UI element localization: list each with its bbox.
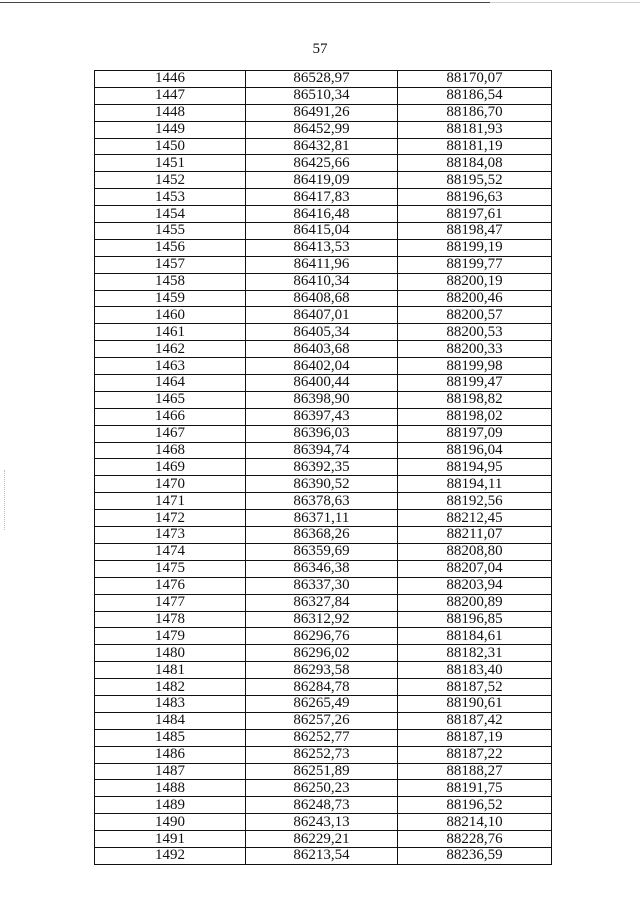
table-row: [95, 611, 552, 628]
x-coordinate-cell: 86390,52: [246, 476, 398, 493]
table-row: [95, 273, 552, 290]
y-coordinate-cell: 88184,61: [398, 628, 552, 645]
table-row: [95, 425, 552, 442]
point-number-cell: 1454: [95, 206, 246, 223]
point-number-cell: 1464: [95, 375, 246, 392]
y-coordinate-cell: 88187,52: [398, 679, 552, 696]
x-coordinate-cell: 86528,97: [246, 71, 398, 88]
table-row: [95, 746, 552, 763]
point-number-cell: 1456: [95, 239, 246, 256]
table-row: [95, 172, 552, 189]
x-coordinate-cell: 86407,01: [246, 307, 398, 324]
table-row: [95, 206, 552, 223]
point-number-cell: 1467: [95, 425, 246, 442]
x-coordinate-cell: 86394,74: [246, 442, 398, 459]
point-number-cell: 1449: [95, 121, 246, 138]
y-coordinate-cell: 88199,47: [398, 375, 552, 392]
point-number-cell: 1491: [95, 831, 246, 848]
x-coordinate-cell: 86425,66: [246, 155, 398, 172]
point-number-cell: 1459: [95, 290, 246, 307]
y-coordinate-cell: 88196,52: [398, 797, 552, 814]
x-coordinate-cell: 86410,34: [246, 273, 398, 290]
x-coordinate-cell: 86491,26: [246, 104, 398, 121]
table-row: [95, 560, 552, 577]
table-row: [95, 577, 552, 594]
y-coordinate-cell: 88208,80: [398, 543, 552, 560]
y-coordinate-cell: 88200,89: [398, 594, 552, 611]
y-coordinate-cell: 88197,09: [398, 425, 552, 442]
point-number-cell: 1453: [95, 189, 246, 206]
point-number-cell: 1463: [95, 358, 246, 375]
y-coordinate-cell: 88187,42: [398, 712, 552, 729]
table-row: [95, 375, 552, 392]
point-number-cell: 1487: [95, 763, 246, 780]
top-rule-faint: [490, 2, 640, 3]
x-coordinate-cell: 86371,11: [246, 510, 398, 527]
x-coordinate-cell: 86405,34: [246, 324, 398, 341]
point-number-cell: 1461: [95, 324, 246, 341]
x-coordinate-cell: 86378,63: [246, 493, 398, 510]
y-coordinate-cell: 88181,19: [398, 138, 552, 155]
point-number-cell: 1468: [95, 442, 246, 459]
table-row: [95, 121, 552, 138]
point-number-cell: 1492: [95, 847, 246, 864]
table-row: [95, 729, 552, 746]
x-coordinate-cell: 86251,89: [246, 763, 398, 780]
y-coordinate-cell: 88186,70: [398, 104, 552, 121]
y-coordinate-cell: 88182,31: [398, 645, 552, 662]
y-coordinate-cell: 88197,61: [398, 206, 552, 223]
x-coordinate-cell: 86398,90: [246, 391, 398, 408]
x-coordinate-cell: 86252,77: [246, 729, 398, 746]
point-number-cell: 1480: [95, 645, 246, 662]
table-row: [95, 290, 552, 307]
point-number-cell: 1455: [95, 223, 246, 240]
table-row: [95, 543, 552, 560]
x-coordinate-cell: 86432,81: [246, 138, 398, 155]
y-coordinate-cell: 88200,57: [398, 307, 552, 324]
table-row: [95, 797, 552, 814]
point-number-cell: 1472: [95, 510, 246, 527]
table-row: [95, 527, 552, 544]
x-coordinate-cell: 86359,69: [246, 543, 398, 560]
point-number-cell: 1482: [95, 679, 246, 696]
table-row: [95, 87, 552, 104]
x-coordinate-cell: 86397,43: [246, 408, 398, 425]
y-coordinate-cell: 88199,98: [398, 358, 552, 375]
x-coordinate-cell: 86296,02: [246, 645, 398, 662]
table-row: [95, 847, 552, 864]
table-row: [95, 341, 552, 358]
y-coordinate-cell: 88228,76: [398, 831, 552, 848]
point-number-cell: 1465: [95, 391, 246, 408]
y-coordinate-cell: 88236,59: [398, 847, 552, 864]
point-number-cell: 1479: [95, 628, 246, 645]
coordinates-table: [94, 70, 552, 865]
x-coordinate-cell: 86257,26: [246, 712, 398, 729]
point-number-cell: 1476: [95, 577, 246, 594]
table-row: [95, 493, 552, 510]
y-coordinate-cell: 88190,61: [398, 695, 552, 712]
x-coordinate-cell: 86403,68: [246, 341, 398, 358]
y-coordinate-cell: 88187,19: [398, 729, 552, 746]
page-number: 57: [312, 41, 328, 57]
table-row: [95, 628, 552, 645]
x-coordinate-cell: 86415,04: [246, 223, 398, 240]
y-coordinate-cell: 88187,22: [398, 746, 552, 763]
y-coordinate-cell: 88200,33: [398, 341, 552, 358]
x-coordinate-cell: 86252,73: [246, 746, 398, 763]
x-coordinate-cell: 86452,99: [246, 121, 398, 138]
table-row: [95, 476, 552, 493]
table-row: [95, 189, 552, 206]
y-coordinate-cell: 88188,27: [398, 763, 552, 780]
point-number-cell: 1462: [95, 341, 246, 358]
x-coordinate-cell: 86265,49: [246, 695, 398, 712]
point-number-cell: 1446: [95, 71, 246, 88]
table-row: [95, 831, 552, 848]
table-row: [95, 239, 552, 256]
x-coordinate-cell: 86293,58: [246, 662, 398, 679]
point-number-cell: 1477: [95, 594, 246, 611]
y-coordinate-cell: 88194,11: [398, 476, 552, 493]
table-row: [95, 459, 552, 476]
y-coordinate-cell: 88199,77: [398, 256, 552, 273]
x-coordinate-cell: 86284,78: [246, 679, 398, 696]
x-coordinate-cell: 86419,09: [246, 172, 398, 189]
x-coordinate-cell: 86402,04: [246, 358, 398, 375]
point-number-cell: 1481: [95, 662, 246, 679]
table-row: [95, 662, 552, 679]
x-coordinate-cell: 86327,84: [246, 594, 398, 611]
y-coordinate-cell: 88196,85: [398, 611, 552, 628]
x-coordinate-cell: 86411,96: [246, 256, 398, 273]
x-coordinate-cell: 86396,03: [246, 425, 398, 442]
point-number-cell: 1471: [95, 493, 246, 510]
top-rule: [0, 2, 490, 3]
table-row: [95, 358, 552, 375]
y-coordinate-cell: 88207,04: [398, 560, 552, 577]
table-row: [95, 510, 552, 527]
table-row: [95, 594, 552, 611]
y-coordinate-cell: 88191,75: [398, 780, 552, 797]
table-row: [95, 223, 552, 240]
y-coordinate-cell: 88194,95: [398, 459, 552, 476]
point-number-cell: 1460: [95, 307, 246, 324]
x-coordinate-cell: 86243,13: [246, 814, 398, 831]
y-coordinate-cell: 88186,54: [398, 87, 552, 104]
point-number-cell: 1466: [95, 408, 246, 425]
y-coordinate-cell: 88198,02: [398, 408, 552, 425]
y-coordinate-cell: 88181,93: [398, 121, 552, 138]
x-coordinate-cell: 86229,21: [246, 831, 398, 848]
x-coordinate-cell: 86248,73: [246, 797, 398, 814]
point-number-cell: 1457: [95, 256, 246, 273]
x-coordinate-cell: 86346,38: [246, 560, 398, 577]
point-number-cell: 1490: [95, 814, 246, 831]
y-coordinate-cell: 88170,07: [398, 71, 552, 88]
y-coordinate-cell: 88198,82: [398, 391, 552, 408]
y-coordinate-cell: 88200,53: [398, 324, 552, 341]
point-number-cell: 1474: [95, 543, 246, 560]
table-row: [95, 695, 552, 712]
y-coordinate-cell: 88211,07: [398, 527, 552, 544]
y-coordinate-cell: 88196,04: [398, 442, 552, 459]
x-coordinate-cell: 86337,30: [246, 577, 398, 594]
table-row: [95, 155, 552, 172]
y-coordinate-cell: 88192,56: [398, 493, 552, 510]
y-coordinate-cell: 88199,19: [398, 239, 552, 256]
table-row: [95, 780, 552, 797]
point-number-cell: 1450: [95, 138, 246, 155]
y-coordinate-cell: 88203,94: [398, 577, 552, 594]
table-row: [95, 307, 552, 324]
point-number-cell: 1451: [95, 155, 246, 172]
point-number-cell: 1469: [95, 459, 246, 476]
x-coordinate-cell: 86416,48: [246, 206, 398, 223]
table-row: [95, 679, 552, 696]
x-coordinate-cell: 86213,54: [246, 847, 398, 864]
table-row: [95, 814, 552, 831]
y-coordinate-cell: 88200,19: [398, 273, 552, 290]
table-row: [95, 71, 552, 88]
table-row: [95, 138, 552, 155]
table-row: [95, 408, 552, 425]
x-coordinate-cell: 86417,83: [246, 189, 398, 206]
y-coordinate-cell: 88214,10: [398, 814, 552, 831]
point-number-cell: 1485: [95, 729, 246, 746]
x-coordinate-cell: 86312,92: [246, 611, 398, 628]
x-coordinate-cell: 86400,44: [246, 375, 398, 392]
point-number-cell: 1483: [95, 695, 246, 712]
point-number-cell: 1452: [95, 172, 246, 189]
point-number-cell: 1478: [95, 611, 246, 628]
table-row: [95, 763, 552, 780]
y-coordinate-cell: 88195,52: [398, 172, 552, 189]
table-row: [95, 104, 552, 121]
y-coordinate-cell: 88184,08: [398, 155, 552, 172]
table-row: [95, 391, 552, 408]
point-number-cell: 1489: [95, 797, 246, 814]
y-coordinate-cell: 88196,63: [398, 189, 552, 206]
x-coordinate-cell: 86296,76: [246, 628, 398, 645]
table-row: [95, 442, 552, 459]
table-row: [95, 256, 552, 273]
point-number-cell: 1448: [95, 104, 246, 121]
x-coordinate-cell: 86408,68: [246, 290, 398, 307]
y-coordinate-cell: 88198,47: [398, 223, 552, 240]
x-coordinate-cell: 86392,35: [246, 459, 398, 476]
point-number-cell: 1488: [95, 780, 246, 797]
y-coordinate-cell: 88200,46: [398, 290, 552, 307]
point-number-cell: 1484: [95, 712, 246, 729]
x-coordinate-cell: 86510,34: [246, 87, 398, 104]
x-coordinate-cell: 86413,53: [246, 239, 398, 256]
point-number-cell: 1470: [95, 476, 246, 493]
margin-dots: [4, 470, 6, 530]
y-coordinate-cell: 88212,45: [398, 510, 552, 527]
point-number-cell: 1486: [95, 746, 246, 763]
point-number-cell: 1458: [95, 273, 246, 290]
table-row: [95, 645, 552, 662]
point-number-cell: 1475: [95, 560, 246, 577]
x-coordinate-cell: 86368,26: [246, 527, 398, 544]
table-row: [95, 712, 552, 729]
coordinates-table-body: [95, 71, 552, 865]
point-number-cell: 1447: [95, 87, 246, 104]
y-coordinate-cell: 88183,40: [398, 662, 552, 679]
x-coordinate-cell: 86250,23: [246, 780, 398, 797]
table-row: [95, 324, 552, 341]
point-number-cell: 1473: [95, 527, 246, 544]
